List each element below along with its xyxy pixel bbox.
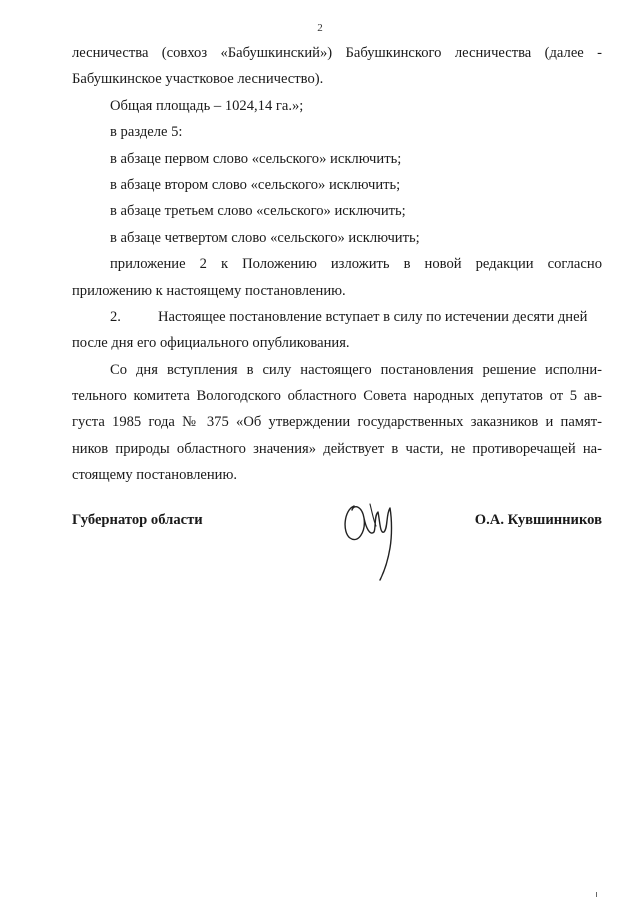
text-line-16: ников природы областного значения» действует в части, не противоречащей на-	[72, 440, 602, 457]
text-line-11	[72, 304, 602, 330]
text-line-3: Общая площадь – 1024,14 га.»;	[110, 97, 304, 114]
text-line-12: после дня его официального опубликования.	[72, 335, 350, 352]
text-line-8: в абзаце четвертом слово «сельского» исключить;	[110, 229, 420, 246]
page-number: 2	[317, 22, 323, 34]
document-body	[72, 40, 602, 489]
text-line-13: Со дня вступления в силу настоящего постановления решение исполни-	[110, 361, 602, 378]
signature-block	[72, 512, 602, 592]
text-line-4: в разделе 5:	[110, 124, 183, 141]
text-line-5: в абзаце первом слово «сельского» исключить;	[110, 150, 402, 167]
text-line-6: в абзаце втором слово «сельского» исключить;	[110, 176, 401, 193]
scan-mark	[596, 892, 597, 897]
text-line-2: Бабушкинское участковое лесничество).	[72, 71, 324, 88]
signatory-title: Губернатор области	[72, 512, 203, 528]
item-number: 2.	[110, 308, 121, 325]
text-line-9: приложение 2 к Положению изложить в новой редакции согласно	[110, 256, 602, 273]
text-line-14: тельного комитета Вологодского областного Совета народных депутатов от 5 ав-	[72, 388, 602, 405]
text-line-17: стоящему постановлению.	[72, 467, 238, 484]
handwritten-signature	[340, 492, 406, 584]
item-text: Настоящее постановление вступает в силу по истечении десяти дней	[158, 308, 588, 325]
text-line-10: приложению к настоящему постановлению.	[72, 282, 346, 299]
text-line-1: лесничества (совхоз «Бабушкинский») Бабушкинского лесничества (далее -	[72, 45, 602, 61]
signatory-name: О.А. Кувшинников	[474, 512, 602, 528]
text-line-7: в абзаце третьем слово «сельского» исключить;	[110, 203, 406, 220]
text-line-15: густа 1985 года № 375 «Об утверждении государственных заказников и памят-	[72, 414, 602, 431]
